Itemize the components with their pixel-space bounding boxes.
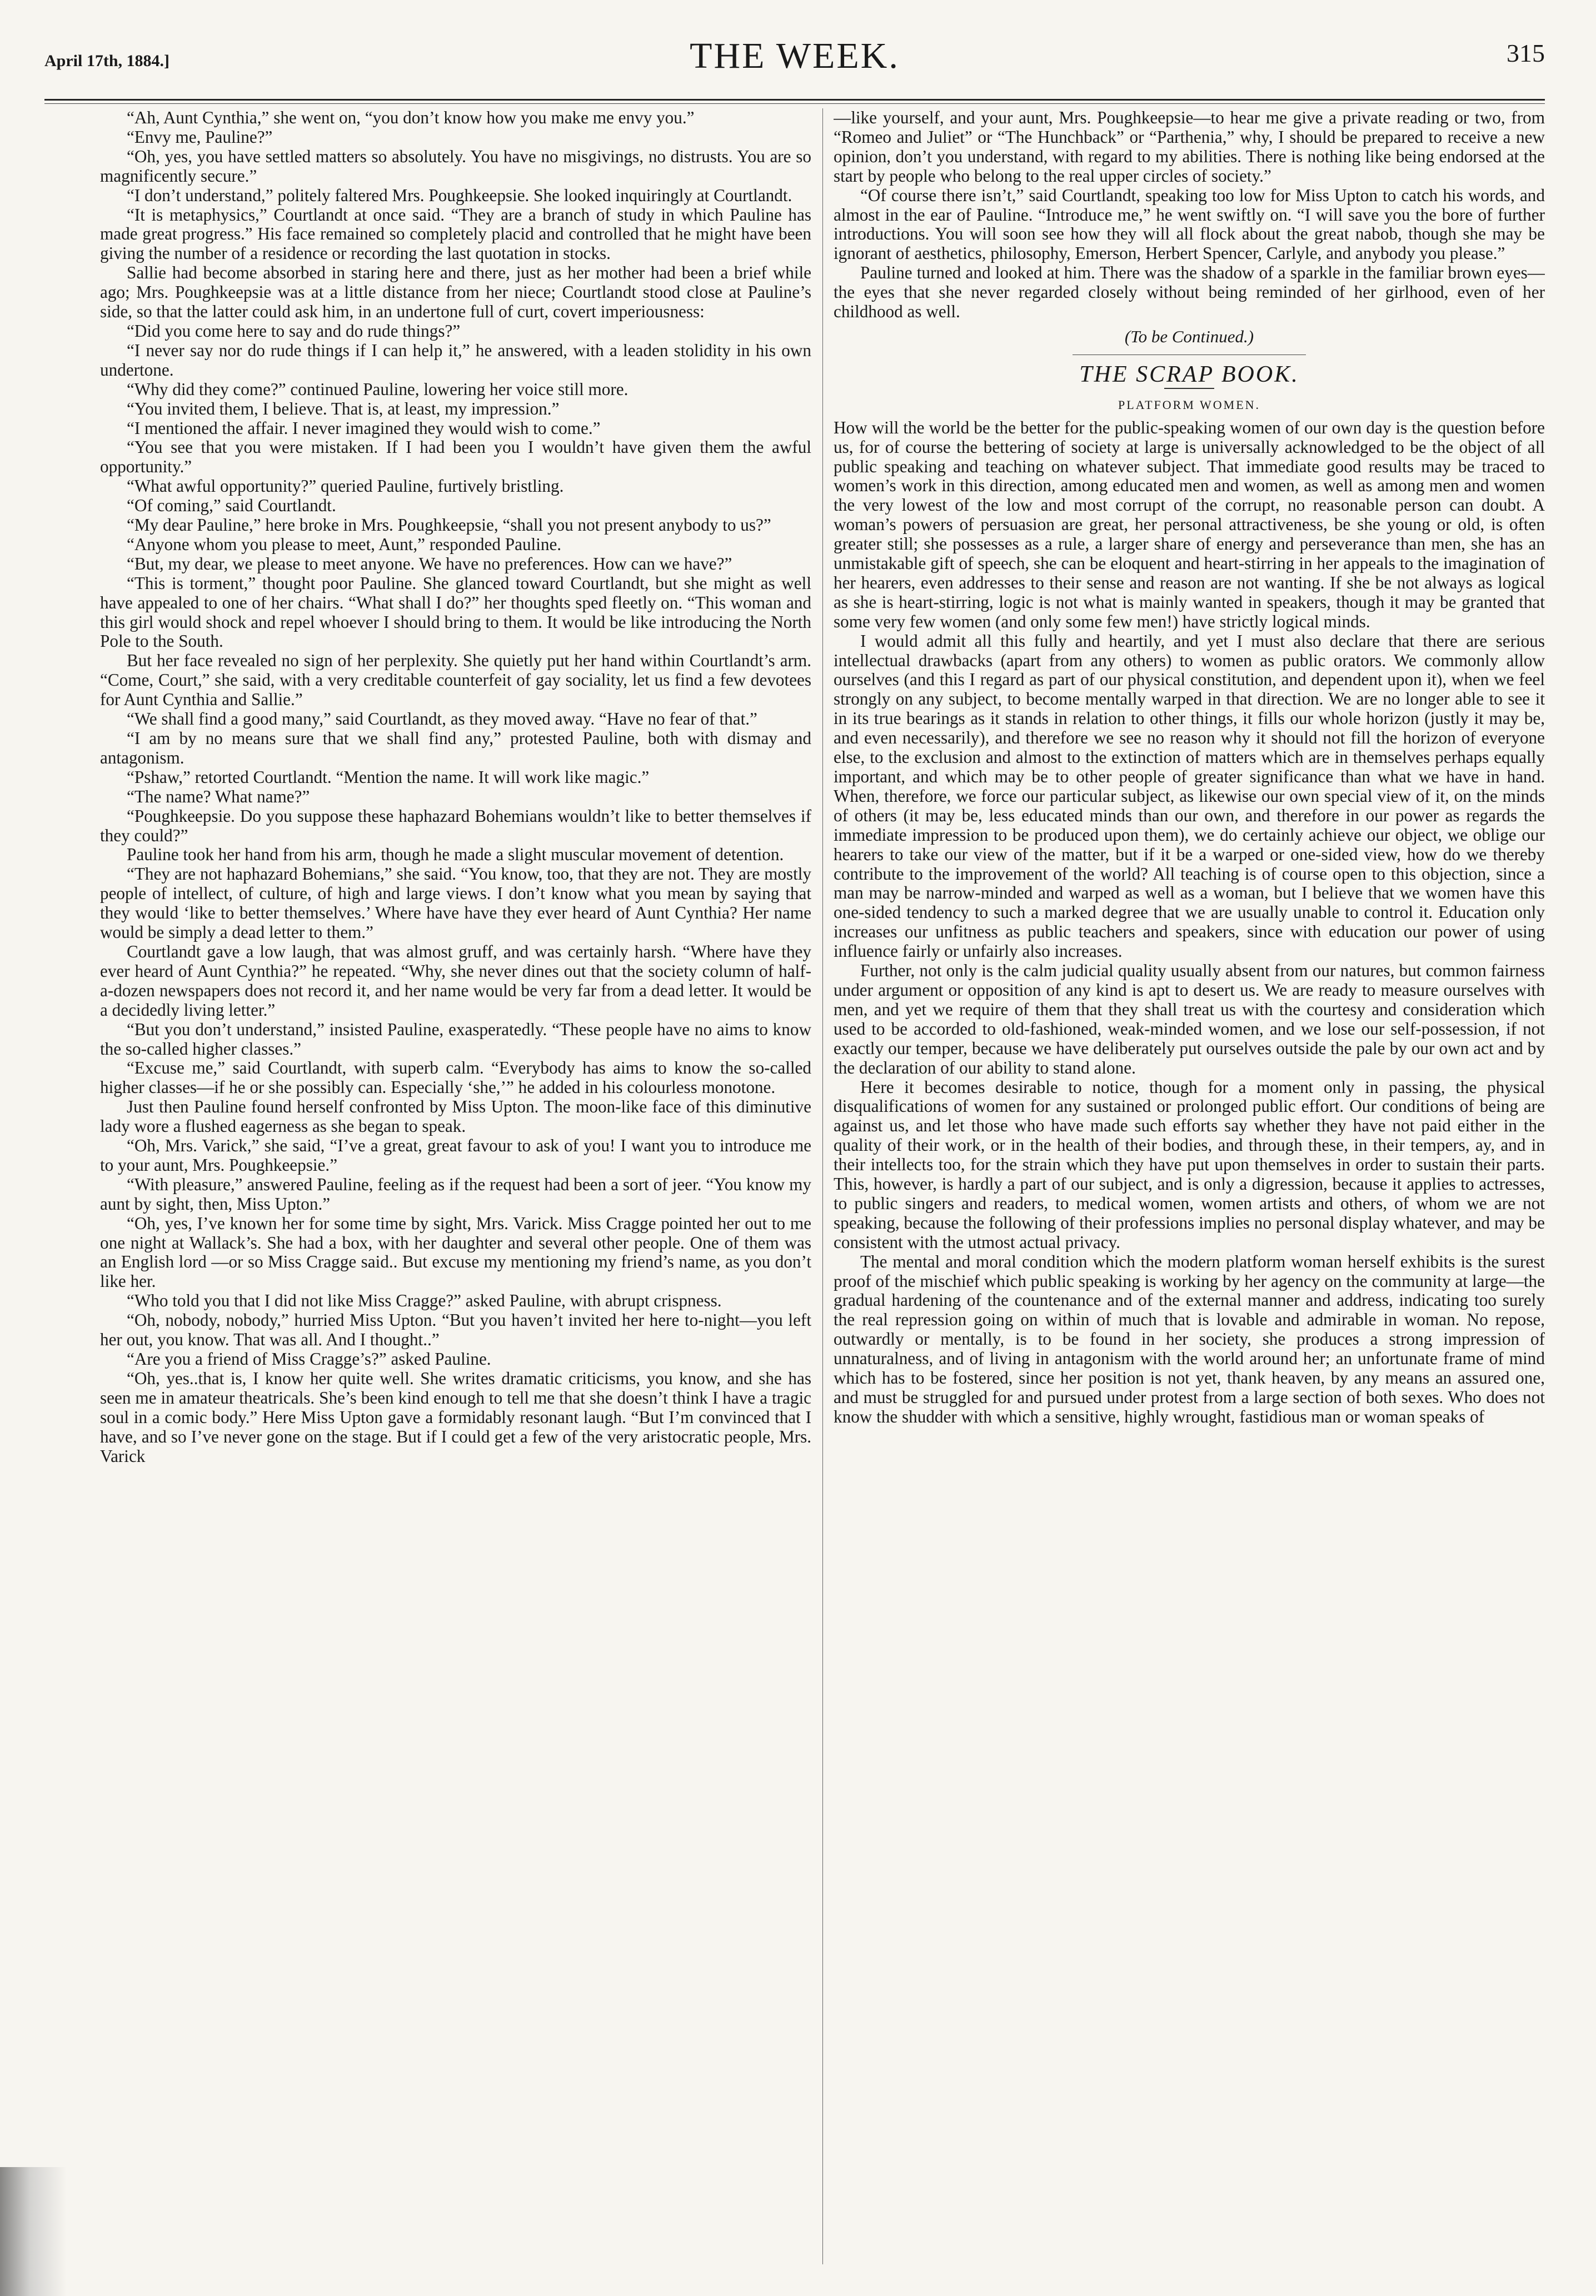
paragraph: “I don’t understand,” politely faltered Mrs. Poughkeepsie. She looked inquiringly at Courtlandt. [127,185,792,205]
paragraph: Pauline turned and looked at him. There was the shadow of a sparkle in the familiar brown eyes—the eyes that she never regarded closely without being reminded of her girlhood, even of her childhood as well. [834,263,1545,322]
paragraph: Further, not only is the calm judicial quality usually absent from our natures, but common fairness under argument or opposition of any kind is apt to desert us. We are ready to measure ourselves with men, and yet we require of them that they shall treat us with the courtesy and consideration which used to be accorded to old-fashioned, weak-minded women, and we lose our self-possession, if not exactly our temper, because we have deliberately put ourselves outside the pale by our own act and by the declaration of our ability to stand alone. [834,961,1545,1077]
paragraph: “Oh, Mrs. Varick,” she said, “I’ve a great, great favour to ask of you! I want you to introduce me to your aunt, Mrs. Poughkeepsie.” [100,1136,811,1175]
paragraph: “Who told you that I did not like Miss Cragge?” asked Pauline, with abrupt crispness. [127,1291,722,1311]
paragraph: “They are not haphazard Bohemians,” she said. “You know, too, that they are not. They are mostly people of intellect, of culture, of high and large views. I don’t know what you mean by saying that they would ‘like to better themselves.’ Where have have they ever heard of Aunt Cynthia? Her name would be simply a dead letter to them.” [100,864,811,942]
paragraph: “The name? What name?” [127,786,310,806]
article-title: PLATFORM WOMEN. [1118,397,1261,412]
paragraph: “What awful opportunity?” queried Pauline, furtively bristling. [127,476,564,496]
paragraph: “Ah, Aunt Cynthia,” she went on, “you don’t know how you make me envy you.” [127,108,695,127]
paragraph: “We shall find a good many,” said Courtlandt, as they moved away. “Have no fear of that.” [127,709,757,729]
paragraph: “Of coming,” said Courtlandt. [127,496,336,516]
paragraph: Here it becomes desirable to notice, though for a moment only in passing, the physical disqualifications of women for any sustained or prolonged public effort. Our conditions of being are against us, and let those who have made such efforts say whether they have not paid either in the quality of their work, or in the health of their bodies, and through these, in their tempers, ay, and in their intellects too, for the strain which they have put upon themselves in order to sustain their parts. This, however, is hardly a part of our subject, and is only a digression, because it applies to actresses, to public singers and readers, to medical women, women artists and others, of whom we are not speaking, because the following of their professions implies no personal display whatever, and may be consistent with the utmost actual privacy. [834,1077,1545,1252]
paragraph: “Envy me, Pauline?” [127,127,273,147]
paragraph: “Did you come here to say and do rude things?” [127,321,461,341]
section-title: THE SCRAP BOOK. [1079,361,1299,387]
page-number: 315 [1507,39,1545,67]
paragraph: “I never say nor do rude things if I can help it,” he answered, with a leaden stolidity in his own undertone. [100,340,811,380]
paragraph: “I am by no means sure that we shall find any,” protested Pauline, both with dismay and antagonism. [100,728,811,767]
paragraph: But her face revealed no sign of her perplexity. She quietly put her hand within Courtlandt’s arm. “Come, Court,” she said, with a very creditable counterfeit of gay sociality, let us find a few devotees for Aunt Cynthia and Sallie.” [100,651,811,710]
paragraph: “Oh, yes, you have settled matters so absolutely. You have no misgivings, no distrusts. You are so magnificently secure.” [100,146,811,186]
paragraph: The mental and moral condition which the modern platform woman herself exhibits is the surest proof of the mischief which public speaking is working by her agency on the community at large—the gradual hardening of the countenance and of the external manner and address, indicating too surely the real repression going on within of much that is lovable and admirable in woman. No repose, outwardly or mentally, is to be found in her society, she produces a strong impression of unnaturalness, and of living in antagonism with the world around her; an unfortunate frame of mind which has to be fostered, since her position is not yet, thank heaven, by any means an assured one, and must be struggled for and pursued under protest from a large section of both sexes. Who does not know the shudder with which a sensitive, highly wrought, fastidious man or woman speaks of [834,1251,1545,1426]
paragraph: How will the world be the better for the public-speaking women of our own day is the question before us, for of course the bettering of society at large is universally acknowledged to be the object of all public speaking and teaching on whatever subject. That immediate good results may be traced to women’s work in this direction, among educated men and women, as well as among men and women the very lowest of the low and most corrupt of the corrupt, no reasonable person can doubt. A woman’s powers of persuasion are great, her personal attractiveness, be she young or old, is often greater still; she possesses as a rule, a larger share of energy and perseverance than men, she has an unmistakable gift of speech, she can be eloquent and heart-stirring in her appeals to the imagination of her hearers, even addresses to their sense and reason are not wanting. If she be not always as logical as she is heart-stirring, logic is not what is mainly wanted in speakers, though it may be granted that some very few women (and only some few men!) have strictly logical minds. [834,417,1545,631]
paragraph: Just then Pauline found herself confronted by Miss Upton. The moon-like face of this diminutive lady wore a flushed eagerness as she began to speak. [100,1097,811,1136]
paragraph: “Poughkeepsie. Do you suppose these haphazard Bohemians wouldn’t like to better themselves if they could?” [100,806,811,845]
paragraph: “This is torment,” thought poor Pauline. She glanced toward Courtlandt, but she might as well have appealed to one of her chairs. “What shall I do?” her thoughts sped fleetly on. “This woman and this girl would shock and repel whoever I should bring to them. It would be like introducing the North Pole to the South. [100,573,811,651]
paragraph: “Are you a friend of Miss Cragge’s?” asked Pauline. [127,1349,491,1369]
paragraph: “I mentioned the affair. I never imagined they would wish to come.” [127,418,601,438]
left-column [100,108,811,2264]
right-column [834,108,1545,2264]
paragraph: “But you don’t understand,” insisted Pauline, exasperatedly. “These people have no aims to know the so-called higher classes.” [100,1019,811,1059]
to-be-continued: (To be Continued.) [1124,326,1254,346]
paragraph: —like yourself, and your aunt, Mrs. Poughkeepsie—to hear me give a private reading or two, from “Romeo and Juliet” or “The Hunchback” or “Parthenia,” why, I should be prepared to receive a new opinion, don’t you understand, with regard to my abilities. There is nothing like being endorsed at the start by people who belong to the real upper circles of society.” [834,108,1545,186]
paragraph: “Of course there isn’t,” said Courtlandt, speaking too low for Miss Upton to catch his words, and almost in the ear of Pauline. “Introduce me,” he went swiftly on. “I will save you the bore of further introductions. You will soon see how they will all flock about the great nabob, though she may be ignorant of aesthetics, philosophy, Emerson, Herbert Spencer, Carlyle, and anybody you please.” [834,185,1545,263]
header-rule-thin [44,103,1545,104]
masthead [44,31,1545,97]
paragraph: Courtlandt gave a low laugh, that was almost gruff, and was certainly harsh. “Where have they ever heard of Aunt Cynthia?” he repeated. “Why, she never dines out that the society column of half-a-dozen newspapers does not record it, and her name would be very far from a dead letter. It would be a decidedly living letter.” [100,941,811,1020]
paragraph: “Excuse me,” said Courtlandt, with superb calm. “Everybody has aims to know the so-called higher classes—if he or she possibly can. Especially ‘she,’” he added in his colourless monotone. [100,1058,811,1097]
header-rule [44,99,1545,101]
paragraph: “Oh, yes..that is, I know her quite well. She writes dramatic criticisms, you know, and she has seen me in amateur theatricals. She’s been kind enough to tell me that she doesn’t think I have a tragic soul in a comic body.” Here Miss Upton gave a formidably resonant laugh. “But I’m convinced that I have, and so I’ve never gone on the stage. But if I could get a few of the very aristocratic people, Mrs. Varick [100,1368,811,1466]
section-title-rule [1164,388,1214,389]
paragraph: “With pleasure,” answered Pauline, feeling as if the request had been a sort of jeer. “You know my aunt by sight, then, Miss Upton.” [100,1174,811,1214]
paragraph: Pauline took her hand from his arm, though he made a slight muscular movement of detention. [127,845,784,865]
paragraph: “My dear Pauline,” here broke in Mrs. Poughkeepsie, “shall you not present anybody to us?” [127,515,771,535]
paragraph: “Why did they come?” continued Pauline, lowering her voice still more. [127,379,629,399]
paragraph: “Oh, yes, I’ve known her for some time by sight, Mrs. Varick. Miss Cragge pointed her out to me one night at Wallack’s. She had a box, with her daughter and several other people. One of them was an English lord —or so Miss Cragge said.. But excuse my mentioning my friend’s name, as you don’t like her. [100,1213,811,1291]
paragraph: “You invited them, I believe. That is, at least, my impression.” [127,398,560,418]
paragraph: Sallie had become absorbed in staring here and there, just as her mother had been a brief while ago; Mrs. Poughkeepsie was at a little distance from her niece; Courtlandt stood close at Pauline’s side, so that the latter could ask him, in an undertone full of curt, covert imperiousness: [100,263,811,322]
paragraph: I would admit all this fully and heartily, and yet I must also declare that there are serious intellectual drawbacks (apart from any others) to women as public orators. We commonly allow ourselves (and this I regard as part of our physical constitution, and dependent upon it), when we feel strongly on any subject, to become mentally warped in that direction. We are no longer able to see it in its true bearings as it stands in relation to other things, it fills our whole horizon (justly it may be, and even necessarily), and therefore we see no reason why it should not fill the horizon of everyone else, to the exclusion and almost to the extinction of matters which are in themselves perhaps equally important, and which may be to other people of greater significance than what we have in hand. When, therefore, we force our particular subject, as likewise our own special view of it, on the minds of others (it may be, less educated minds than our own, and therefore in our power as regards the immediate impression to be produced upon them), we do certainly achieve our object, we oblige our hearers to take our view of the matter, but if it be a warped or one-sided view, how do we thereby contribute to the improvement of the world? All teaching is of course open to this objection, since a man may be narrow-minded and warped as well as a woman, but I believe that we women have this one-sided tendency to such a marked degree that we are usually unable to control it. Education only increases our unfitness as public teachers and speakers, since with education our power of using influence fairly or unfairly also increases. [834,631,1545,961]
column-divider [822,108,823,2264]
binding-edge-shadow [0,2167,67,2296]
story-continuation [834,108,1545,322]
issue-date: April 17th, 1884.] [44,52,169,70]
paragraph: “You see that you were mistaken. If I had been you I wouldn’t have given them the awful opportunity.” [100,437,811,477]
publication-title: THE WEEK. [690,36,900,76]
paragraph: “Pshaw,” retorted Courtlandt. “Mention the name. It will work like magic.” [127,767,650,787]
article-body [834,418,1545,1427]
paragraph: “Anyone whom you please to meet, Aunt,” responded Pauline. [127,534,562,554]
paragraph: “But, my dear, we please to meet anyone. We have no preferences. How can we have?” [127,553,732,573]
paragraph: “Oh, nobody, nobody,” hurried Miss Upton. “But you haven’t invited her here to-night—you left her out, you know. That was all. And I thought..” [100,1310,811,1350]
paragraph: “It is metaphysics,” Courtlandt at once said. “They are a branch of study in which Pauline has made great progress.” His face remained so completely placid and controlled that he might have been giving the number of a residence or recording the last quotation in stocks. [100,204,811,263]
